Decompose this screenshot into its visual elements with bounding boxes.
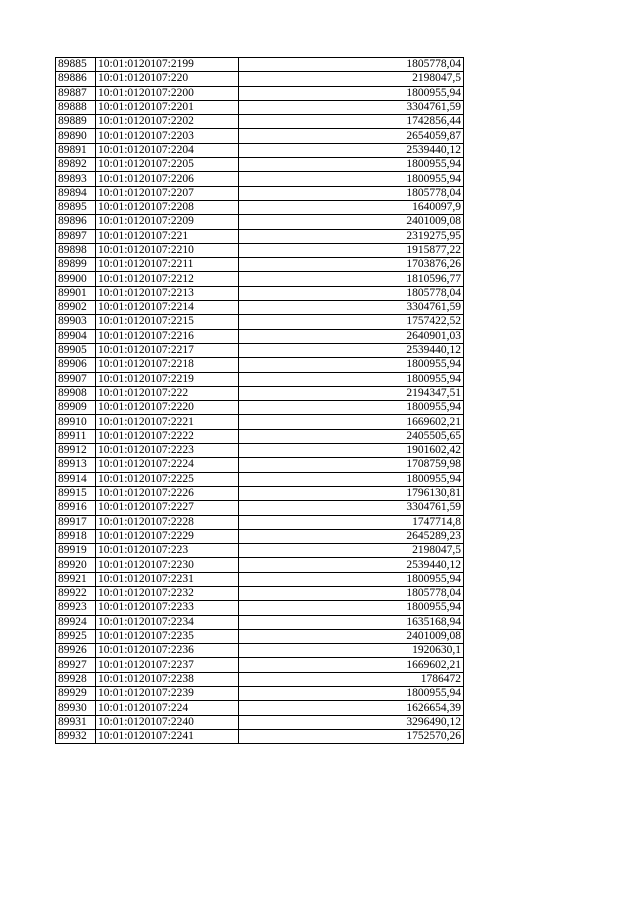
value-cell: 1800955,94 — [239, 572, 464, 586]
row-number-cell: 89918 — [56, 529, 96, 543]
value-cell: 1640097,9 — [239, 200, 464, 214]
row-number-cell: 89906 — [56, 358, 96, 372]
value-cell: 2654059,87 — [239, 129, 464, 143]
row-number-cell: 89903 — [56, 315, 96, 329]
table-row — [56, 215, 464, 229]
table-row — [56, 315, 464, 329]
cadastral-number-cell: 10:01:0120107:2222 — [96, 429, 239, 443]
cadastral-number-cell: 10:01:0120107:2214 — [96, 301, 239, 315]
value-cell: 2401009,08 — [239, 215, 464, 229]
table-row — [56, 272, 464, 286]
value-cell: 1796130,81 — [239, 486, 464, 500]
value-cell: 1703876,26 — [239, 258, 464, 272]
cadastral-number-cell: 10:01:0120107:2224 — [96, 458, 239, 472]
cadastral-number-cell: 10:01:0120107:2223 — [96, 444, 239, 458]
cadastral-number-cell: 10:01:0120107:2209 — [96, 215, 239, 229]
cadastral-number-cell: 10:01:0120107:2205 — [96, 158, 239, 172]
cadastral-number-cell: 10:01:0120107:2220 — [96, 401, 239, 415]
table-row — [56, 301, 464, 315]
table-row — [56, 158, 464, 172]
table-body — [56, 58, 464, 744]
table-row — [56, 100, 464, 114]
row-number-cell: 89927 — [56, 658, 96, 672]
value-cell: 1805778,04 — [239, 286, 464, 300]
cadastral-number-cell: 10:01:0120107:2227 — [96, 501, 239, 515]
row-number-cell: 89915 — [56, 486, 96, 500]
value-cell: 1805778,04 — [239, 58, 464, 72]
row-number-cell: 89908 — [56, 386, 96, 400]
cadastral-number-cell: 10:01:0120107:2230 — [96, 558, 239, 572]
value-cell: 1810596,77 — [239, 272, 464, 286]
table-row — [56, 658, 464, 672]
cadastral-number-cell: 10:01:0120107:2237 — [96, 658, 239, 672]
cadastral-number-cell: 10:01:0120107:2241 — [96, 729, 239, 743]
row-number-cell: 89907 — [56, 372, 96, 386]
cadastral-number-cell: 10:01:0120107:2229 — [96, 529, 239, 543]
table-row — [56, 458, 464, 472]
cadastral-number-cell: 10:01:0120107:2206 — [96, 172, 239, 186]
table-row — [56, 601, 464, 615]
value-cell: 1626654,39 — [239, 701, 464, 715]
data-table — [55, 57, 464, 744]
table-row — [56, 258, 464, 272]
row-number-cell: 89893 — [56, 172, 96, 186]
table-row — [56, 286, 464, 300]
value-cell: 1669602,21 — [239, 415, 464, 429]
table-row — [56, 415, 464, 429]
value-cell: 1805778,04 — [239, 186, 464, 200]
table-row — [56, 472, 464, 486]
table-row — [56, 729, 464, 743]
table-row — [56, 586, 464, 600]
cadastral-number-cell: 10:01:0120107:224 — [96, 701, 239, 715]
value-cell: 1800955,94 — [239, 158, 464, 172]
value-cell: 1747714,8 — [239, 515, 464, 529]
cadastral-number-cell: 10:01:0120107:2217 — [96, 343, 239, 357]
row-number-cell: 89925 — [56, 629, 96, 643]
cadastral-number-cell: 10:01:0120107:2221 — [96, 415, 239, 429]
table-row — [56, 486, 464, 500]
table-row — [56, 672, 464, 686]
table-row — [56, 200, 464, 214]
row-number-cell: 89916 — [56, 501, 96, 515]
value-cell: 2539440,12 — [239, 143, 464, 157]
row-number-cell: 89905 — [56, 343, 96, 357]
row-number-cell: 89901 — [56, 286, 96, 300]
row-number-cell: 89886 — [56, 72, 96, 86]
row-number-cell: 89917 — [56, 515, 96, 529]
table-row — [56, 86, 464, 100]
table-row — [56, 529, 464, 543]
cadastral-number-cell: 10:01:0120107:2228 — [96, 515, 239, 529]
cadastral-number-cell: 10:01:0120107:2211 — [96, 258, 239, 272]
cadastral-number-cell: 10:01:0120107:2200 — [96, 86, 239, 100]
value-cell: 1901602,42 — [239, 444, 464, 458]
cadastral-number-cell: 10:01:0120107:223 — [96, 544, 239, 558]
cadastral-number-cell: 10:01:0120107:2225 — [96, 472, 239, 486]
table-row — [56, 644, 464, 658]
value-cell: 1708759,98 — [239, 458, 464, 472]
row-number-cell: 89922 — [56, 586, 96, 600]
value-cell: 1786472 — [239, 672, 464, 686]
cadastral-number-cell: 10:01:0120107:2239 — [96, 687, 239, 701]
value-cell: 1800955,94 — [239, 86, 464, 100]
row-number-cell: 89894 — [56, 186, 96, 200]
table-row — [56, 715, 464, 729]
table-row — [56, 444, 464, 458]
value-cell: 1800955,94 — [239, 472, 464, 486]
value-cell: 3296490,12 — [239, 715, 464, 729]
value-cell: 1757422,52 — [239, 315, 464, 329]
value-cell: 2194347,51 — [239, 386, 464, 400]
table-row — [56, 372, 464, 386]
value-cell: 2645289,23 — [239, 529, 464, 543]
table-row — [56, 143, 464, 157]
value-cell: 1752570,26 — [239, 729, 464, 743]
value-cell: 1800955,94 — [239, 358, 464, 372]
cadastral-number-cell: 10:01:0120107:2216 — [96, 329, 239, 343]
row-number-cell: 89920 — [56, 558, 96, 572]
table-row — [56, 343, 464, 357]
value-cell: 1635168,94 — [239, 615, 464, 629]
table-row — [56, 429, 464, 443]
value-cell: 1800955,94 — [239, 401, 464, 415]
cadastral-number-cell: 10:01:0120107:2219 — [96, 372, 239, 386]
row-number-cell: 89926 — [56, 644, 96, 658]
value-cell: 2539440,12 — [239, 558, 464, 572]
cadastral-number-cell: 10:01:0120107:2202 — [96, 115, 239, 129]
row-number-cell: 89885 — [56, 58, 96, 72]
cadastral-number-cell: 10:01:0120107:2203 — [96, 129, 239, 143]
table-row — [56, 115, 464, 129]
value-cell: 1920630,1 — [239, 644, 464, 658]
cadastral-number-cell: 10:01:0120107:220 — [96, 72, 239, 86]
value-cell: 2640901,03 — [239, 329, 464, 343]
row-number-cell: 89913 — [56, 458, 96, 472]
value-cell: 2405505,65 — [239, 429, 464, 443]
row-number-cell: 89900 — [56, 272, 96, 286]
cadastral-number-cell: 10:01:0120107:2234 — [96, 615, 239, 629]
table-row — [56, 186, 464, 200]
row-number-cell: 89931 — [56, 715, 96, 729]
value-cell: 3304761,59 — [239, 301, 464, 315]
row-number-cell: 89889 — [56, 115, 96, 129]
cadastral-number-cell: 10:01:0120107:2235 — [96, 629, 239, 643]
row-number-cell: 89896 — [56, 215, 96, 229]
table-row — [56, 629, 464, 643]
row-number-cell: 89929 — [56, 687, 96, 701]
row-number-cell: 89898 — [56, 243, 96, 257]
table-row — [56, 72, 464, 86]
table-row — [56, 329, 464, 343]
value-cell: 1800955,94 — [239, 172, 464, 186]
cadastral-number-cell: 10:01:0120107:2215 — [96, 315, 239, 329]
table-row — [56, 687, 464, 701]
row-number-cell: 89919 — [56, 544, 96, 558]
cadastral-number-cell: 10:01:0120107:222 — [96, 386, 239, 400]
table-row — [56, 358, 464, 372]
table-row — [56, 572, 464, 586]
cadastral-number-cell: 10:01:0120107:2240 — [96, 715, 239, 729]
row-number-cell: 89910 — [56, 415, 96, 429]
table-row — [56, 401, 464, 415]
row-number-cell: 89930 — [56, 701, 96, 715]
row-number-cell: 89932 — [56, 729, 96, 743]
table-row — [56, 544, 464, 558]
cadastral-number-cell: 10:01:0120107:2236 — [96, 644, 239, 658]
cadastral-number-cell: 10:01:0120107:2218 — [96, 358, 239, 372]
value-cell: 1669602,21 — [239, 658, 464, 672]
row-number-cell: 89924 — [56, 615, 96, 629]
value-cell: 1800955,94 — [239, 687, 464, 701]
value-cell: 1800955,94 — [239, 372, 464, 386]
cadastral-number-cell: 10:01:0120107:2213 — [96, 286, 239, 300]
cadastral-number-cell: 10:01:0120107:2199 — [96, 58, 239, 72]
value-cell: 1915877,22 — [239, 243, 464, 257]
table-row — [56, 172, 464, 186]
row-number-cell: 89911 — [56, 429, 96, 443]
table-row — [56, 701, 464, 715]
row-number-cell: 89909 — [56, 401, 96, 415]
value-cell: 2539440,12 — [239, 343, 464, 357]
table-row — [56, 243, 464, 257]
row-number-cell: 89890 — [56, 129, 96, 143]
row-number-cell: 89891 — [56, 143, 96, 157]
cadastral-number-cell: 10:01:0120107:221 — [96, 229, 239, 243]
table-row — [56, 501, 464, 515]
value-cell: 2401009,08 — [239, 629, 464, 643]
table-row — [56, 615, 464, 629]
table-row — [56, 515, 464, 529]
cadastral-number-cell: 10:01:0120107:2233 — [96, 601, 239, 615]
table-row — [56, 558, 464, 572]
cadastral-number-cell: 10:01:0120107:2208 — [96, 200, 239, 214]
cadastral-number-cell: 10:01:0120107:2204 — [96, 143, 239, 157]
cadastral-number-cell: 10:01:0120107:2212 — [96, 272, 239, 286]
cadastral-number-cell: 10:01:0120107:2226 — [96, 486, 239, 500]
table-row — [56, 229, 464, 243]
value-cell: 2198047,5 — [239, 544, 464, 558]
row-number-cell: 89923 — [56, 601, 96, 615]
cadastral-number-cell: 10:01:0120107:2232 — [96, 586, 239, 600]
value-cell: 2319275,95 — [239, 229, 464, 243]
cadastral-number-cell: 10:01:0120107:2207 — [96, 186, 239, 200]
row-number-cell: 89928 — [56, 672, 96, 686]
row-number-cell: 89904 — [56, 329, 96, 343]
cadastral-number-cell: 10:01:0120107:2238 — [96, 672, 239, 686]
table-row — [56, 386, 464, 400]
row-number-cell: 89912 — [56, 444, 96, 458]
row-number-cell: 89921 — [56, 572, 96, 586]
row-number-cell: 89902 — [56, 301, 96, 315]
value-cell: 3304761,59 — [239, 501, 464, 515]
value-cell: 1742856,44 — [239, 115, 464, 129]
row-number-cell: 89892 — [56, 158, 96, 172]
value-cell: 3304761,59 — [239, 100, 464, 114]
value-cell: 1805778,04 — [239, 586, 464, 600]
value-cell: 2198047,5 — [239, 72, 464, 86]
row-number-cell: 89895 — [56, 200, 96, 214]
row-number-cell: 89887 — [56, 86, 96, 100]
cadastral-number-cell: 10:01:0120107:2201 — [96, 100, 239, 114]
value-cell: 1800955,94 — [239, 601, 464, 615]
row-number-cell: 89899 — [56, 258, 96, 272]
cadastral-number-cell: 10:01:0120107:2231 — [96, 572, 239, 586]
row-number-cell: 89888 — [56, 100, 96, 114]
table-row — [56, 58, 464, 72]
row-number-cell: 89914 — [56, 472, 96, 486]
cadastral-number-cell: 10:01:0120107:2210 — [96, 243, 239, 257]
row-number-cell: 89897 — [56, 229, 96, 243]
table-row — [56, 129, 464, 143]
